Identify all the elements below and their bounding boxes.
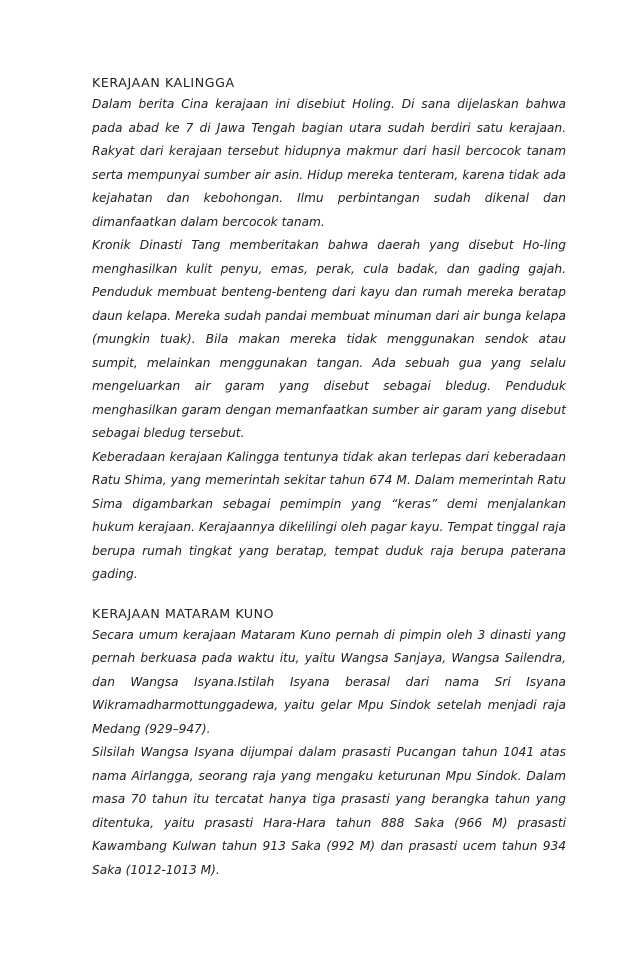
section-title: KERAJAAN KALINGGA (92, 75, 235, 90)
document-body (92, 72, 566, 882)
section-title: KERAJAAN MATARAM KUNO (92, 605, 275, 621)
section-spacer (92, 587, 566, 603)
paragraph: Silsilah Wangsa Isyana dijumpai dalam prasasti Pucangan tahun 1041 atas nama Airlangga, seorang raja yang mengaku keturunan Mpu Sindok. Dalam masa 70 tahun itu tercatat hanya tiga prasasti yang berangka tahun yang ditentuka, yaitu prasasti Hara-Hara tahun 888 Saka (966 M) prasasti Kawambang Kulwan tahun 913 Saka (992 M) dan prasasti ucem tahun 934 Saka (1012-1013 M). (92, 745, 566, 877)
paragraph: Kronik Dinasti Tang memberitakan bahwa daerah yang disebut Ho-ling menghasilkan kulit penyu, emas, perak, cula badak, dan gading gajah. Penduduk membuat benteng-benteng dari kayu dan rumah mereka beratap daun kelapa. Mereka sudah pandai membuat minuman dari air bunga kelapa (mungkin tuak). Bila makan mereka tidak menggunakan sendok atau sumpit, melainkan menggunakan tangan. Ada sebuah gua yang selalu mengeluarkan air garam yang disebut sebagai bledug. Penduduk menghasilkan garam dengan memanfaatkan sumber air garam yang disebut sebagai bledug tersebut. (92, 238, 566, 440)
paragraph: Secara umum kerajaan Mataram Kuno pernah di pimpin oleh 3 dinasti yang pernah berkuasa pada waktu itu, yaitu Wangsa Sanjaya, Wangsa Sailendra, dan Wangsa Isyana.Istilah Isyana berasal dari nama Sri Isyana Wikramadharmottunggadewa, yaitu gelar Mpu Sindok setelah menjadi raja Medang (929–947). (92, 627, 566, 736)
section-kerajaan-mataram-kuno (92, 603, 566, 883)
paragraph: Keberadaan kerajaan Kalingga tentunya tidak akan terlepas dari keberadaan Ratu Shima, yang memerintah sekitar tahun 674 M. Dalam memerintah Ratu Sima digambarkan sebagai pemimpin yang “keras” demi menjalankan hukum kerajaan. Kerajaannya dikelilingi oleh pagar kayu. Tempat tinggal raja berupa rumah tingkat yang beratap, tempat duduk raja berupa paterana gading. (92, 449, 566, 581)
paragraph: Dalam berita Cina kerajaan ini disebiut Holing. Di sana dijelaskan bahwa pada abad ke 7 di Jawa Tengah bagian utara sudah berdiri satu kerajaan. Rakyat dari kerajaan tersebut hidupnya makmur dari hasil bercocok tanam serta mempunyai sumber air asin. Hidup mereka tenteram, karena tidak ada kejahatan dan kebohongan. Ilmu perbintangan sudah dikenal dan dimanfaatkan dalam bercocok tanam. (92, 97, 566, 229)
section-kerajaan-kalingga (92, 72, 566, 587)
